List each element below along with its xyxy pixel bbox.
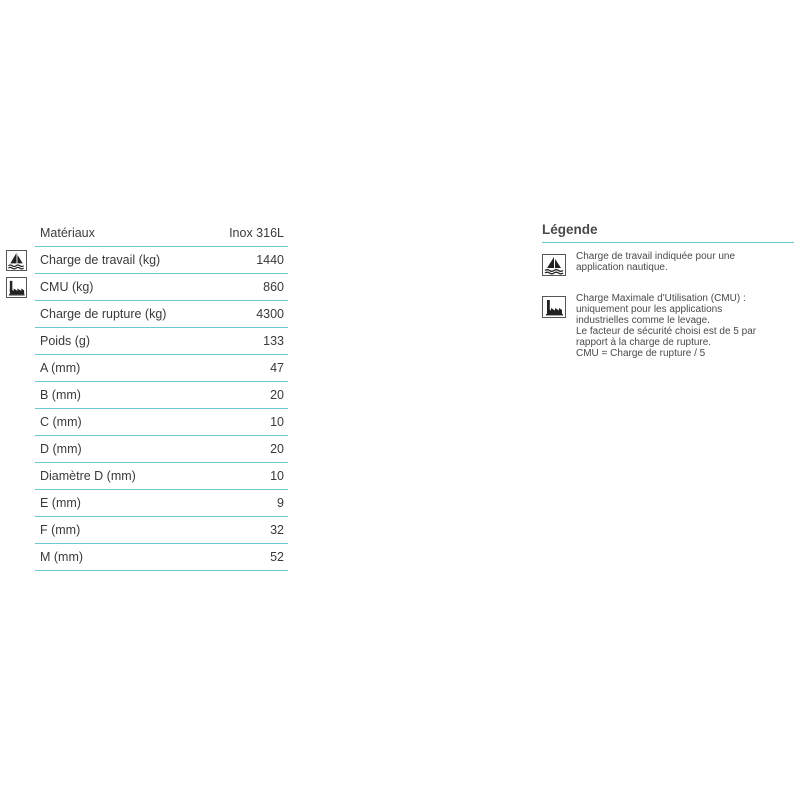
row-label: A (mm)	[35, 355, 207, 382]
legend-line: industrielles comme le levage.	[576, 315, 710, 326]
table-row	[35, 301, 288, 328]
row-label: E (mm)	[35, 490, 207, 517]
table-row	[35, 544, 288, 571]
legend-line: rapport à la charge de rupture.	[576, 337, 712, 348]
row-value: 20	[207, 436, 288, 463]
legend-text	[576, 293, 794, 359]
row-value: 47	[207, 355, 288, 382]
row-label: Matériaux	[35, 220, 207, 247]
row-label: Diamètre D (mm)	[35, 463, 207, 490]
table-row	[35, 463, 288, 490]
table-row	[35, 247, 288, 274]
row-value: 133	[207, 328, 288, 355]
row-label: CMU (kg)	[35, 274, 207, 301]
legend-line: Charge de travail indiquée pour une	[576, 251, 735, 262]
legend-line: uniquement pour les applications	[576, 304, 723, 315]
legend	[542, 222, 794, 359]
row-value: 9	[207, 490, 288, 517]
row-value: 860	[207, 274, 288, 301]
table-row	[35, 409, 288, 436]
row-value: 32	[207, 517, 288, 544]
row-label: Charge de travail (kg)	[35, 247, 207, 274]
sailboat-icon	[542, 254, 566, 276]
row-value: 1440	[207, 247, 288, 274]
row-label: B (mm)	[35, 382, 207, 409]
row-value: 4300	[207, 301, 288, 328]
legend-line: application nautique.	[576, 262, 668, 273]
row-label: M (mm)	[35, 544, 207, 571]
table-row	[35, 220, 288, 247]
row-value: 20	[207, 382, 288, 409]
specifications-table	[35, 220, 288, 571]
row-label: D (mm)	[35, 436, 207, 463]
table-row	[35, 517, 288, 544]
table-row	[35, 328, 288, 355]
legend-line: Le facteur de sécurité choisi est de 5 par	[576, 326, 757, 337]
row-value: 10	[207, 463, 288, 490]
row-label: Poids (g)	[35, 328, 207, 355]
table-row	[35, 355, 288, 382]
legend-text	[576, 251, 794, 273]
legend-line: CMU = Charge de rupture / 5	[576, 348, 706, 359]
row-label: Charge de rupture (kg)	[35, 301, 207, 328]
table-row	[35, 274, 288, 301]
row-label: C (mm)	[35, 409, 207, 436]
row-value: Inox 316L	[207, 220, 288, 247]
table-row	[35, 382, 288, 409]
legend-title: Légende	[542, 222, 794, 243]
legend-line: Charge Maximale d'Utilisation (CMU) :	[576, 293, 746, 304]
factory-icon	[542, 296, 566, 318]
table-row	[35, 490, 288, 517]
factory-icon	[6, 277, 27, 298]
row-label: F (mm)	[35, 517, 207, 544]
sailboat-icon	[6, 250, 27, 271]
legend-item-nautical	[542, 251, 794, 275]
row-value: 10	[207, 409, 288, 436]
row-value: 52	[207, 544, 288, 571]
table-row	[35, 436, 288, 463]
legend-item-industrial	[542, 293, 794, 359]
